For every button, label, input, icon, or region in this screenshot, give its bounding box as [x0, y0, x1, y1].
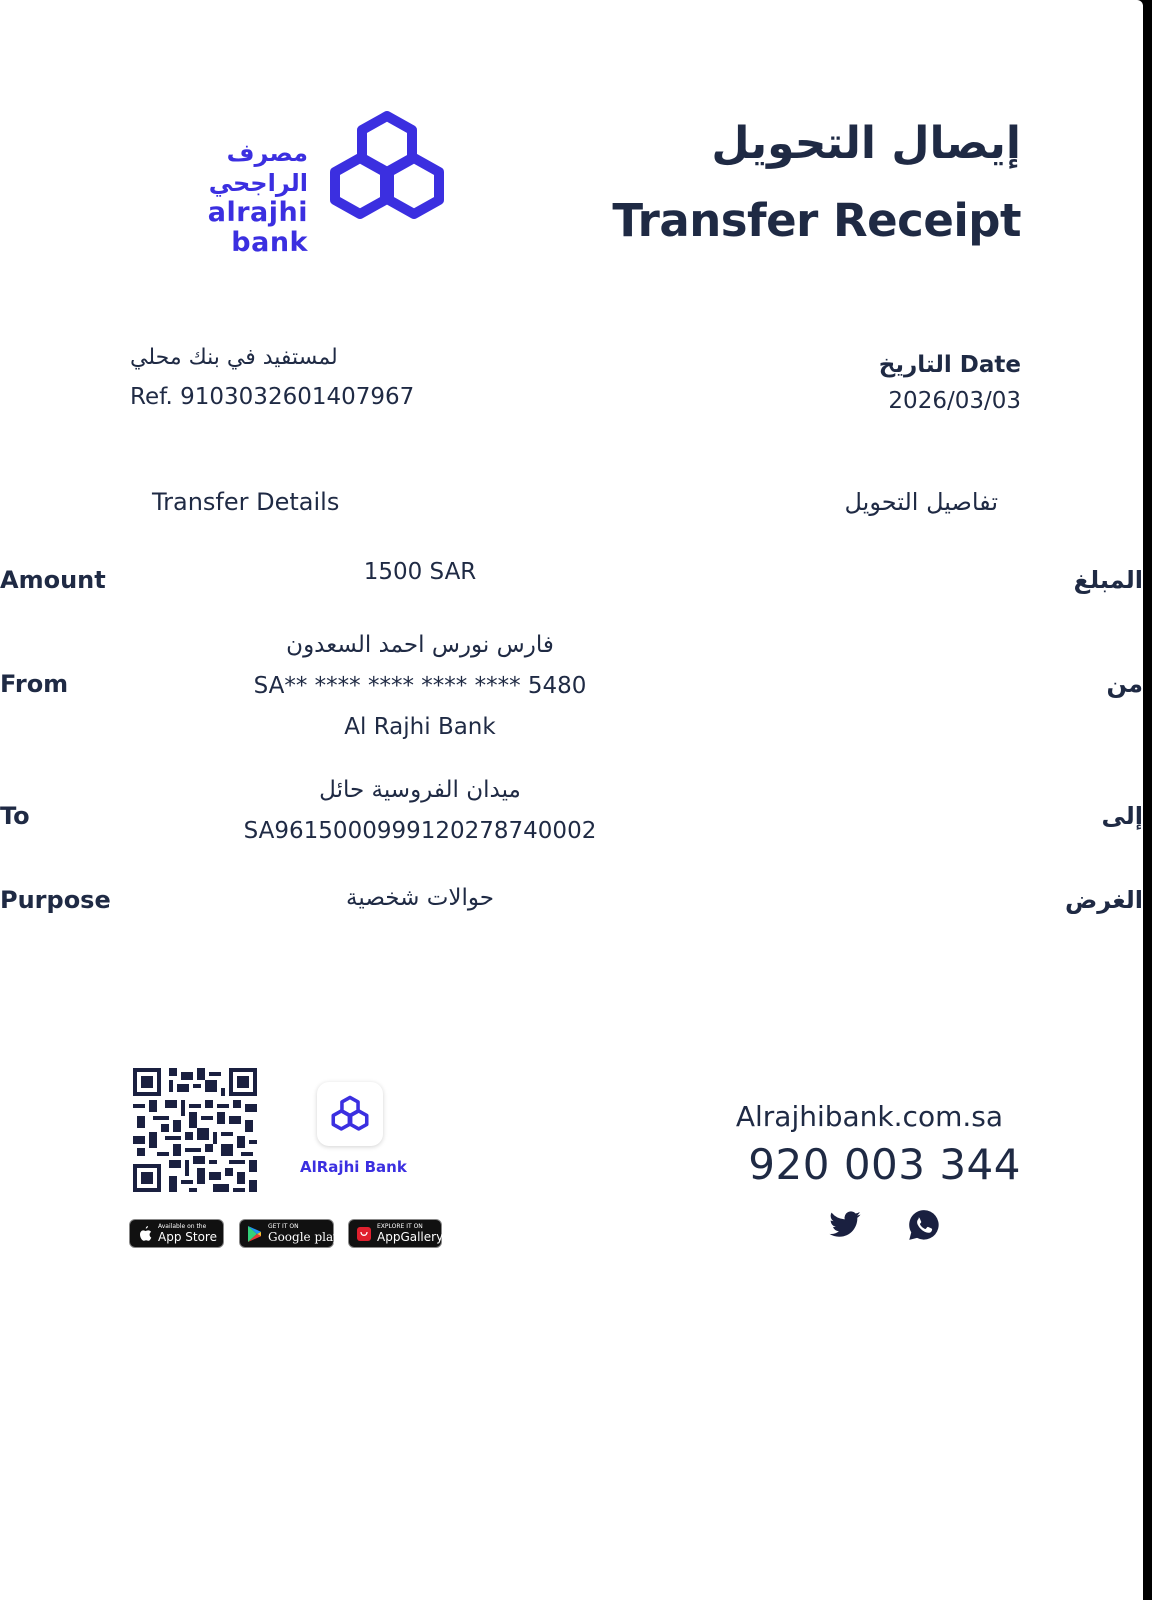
website-link[interactable]: Alrajhibank.com.sa	[735, 1100, 1003, 1133]
app-name: AlRajhi Bank	[300, 1158, 407, 1176]
from-row	[0, 625, 1143, 755]
to-row	[0, 770, 1143, 860]
google-play-icon	[248, 1226, 262, 1245]
meta-date-block	[879, 352, 1021, 414]
beneficiary-type: لمستفيد في بنك محلي	[130, 345, 338, 370]
alrajhi-app-icon	[331, 1094, 369, 1134]
phone-number[interactable]: 920 003 344	[748, 1140, 1021, 1189]
to-label-en: To	[0, 802, 30, 830]
whatsapp-icon[interactable]	[905, 1208, 943, 1242]
amount-label-en: Amount	[0, 566, 106, 594]
from-value	[180, 625, 660, 748]
app-store-badge[interactable]	[129, 1219, 224, 1248]
logo-text	[128, 138, 308, 258]
from-label-ar: من	[1106, 670, 1143, 698]
google-play-label: Google play	[268, 1230, 340, 1244]
reference-number: Ref. 9103032601407967	[130, 384, 415, 410]
sender-name: فارس نورس احمد السعدون	[286, 632, 554, 658]
app-store-small: Available on the	[158, 1223, 207, 1230]
details-heading-ar: تفاصيل التحويل	[844, 488, 998, 516]
alrajhi-logo	[128, 110, 448, 258]
purpose-label-en: Purpose	[0, 886, 111, 914]
google-play-small: GET IT ON	[268, 1223, 299, 1230]
beneficiary-name: ميدان الفروسية حائل	[319, 777, 521, 803]
app-tile[interactable]	[317, 1082, 383, 1146]
qr-code-icon[interactable]	[133, 1068, 257, 1192]
logo-name-en: alrajhi bank	[207, 197, 308, 258]
sender-bank: Al Rajhi Bank	[344, 714, 496, 740]
title-english: Transfer Receipt	[612, 194, 1021, 247]
appgallery-label: AppGallery	[377, 1230, 444, 1244]
app-store-label: App Store	[158, 1230, 217, 1244]
sender-account: SA** **** **** **** **** 5480	[253, 673, 587, 699]
amount-label-ar: المبلغ	[1073, 566, 1143, 594]
huawei-icon	[357, 1226, 371, 1245]
apple-icon	[138, 1226, 152, 1245]
purpose-label-ar: الغرض	[1065, 886, 1143, 914]
title-arabic: إيصال التحويل	[711, 118, 1021, 169]
details-heading-en: Transfer Details	[152, 488, 340, 516]
amount-value: 1500 SAR	[363, 559, 477, 585]
appgallery-badge[interactable]	[348, 1219, 442, 1248]
details-heading	[152, 488, 998, 528]
from-label-en: From	[0, 670, 69, 698]
purpose-value: حوالات شخصية	[346, 885, 494, 911]
date-value: 2026/03/03	[888, 388, 1021, 414]
twitter-icon[interactable]	[826, 1208, 864, 1242]
alrajhi-emblem-icon	[328, 110, 446, 225]
meta-reference-block	[130, 345, 414, 410]
appgallery-small: EXPLORE IT ON	[377, 1223, 423, 1230]
beneficiary-iban: SA9615000999120278740002	[243, 818, 597, 844]
purpose-row	[0, 884, 1143, 928]
logo-name-ar: مصرف الراجحي	[208, 139, 308, 197]
to-label-ar: إلى	[1101, 802, 1143, 830]
google-play-badge[interactable]	[239, 1219, 340, 1248]
date-label: التاريخ Date	[878, 352, 1021, 378]
to-value	[180, 770, 660, 852]
amount-row	[0, 560, 1143, 604]
